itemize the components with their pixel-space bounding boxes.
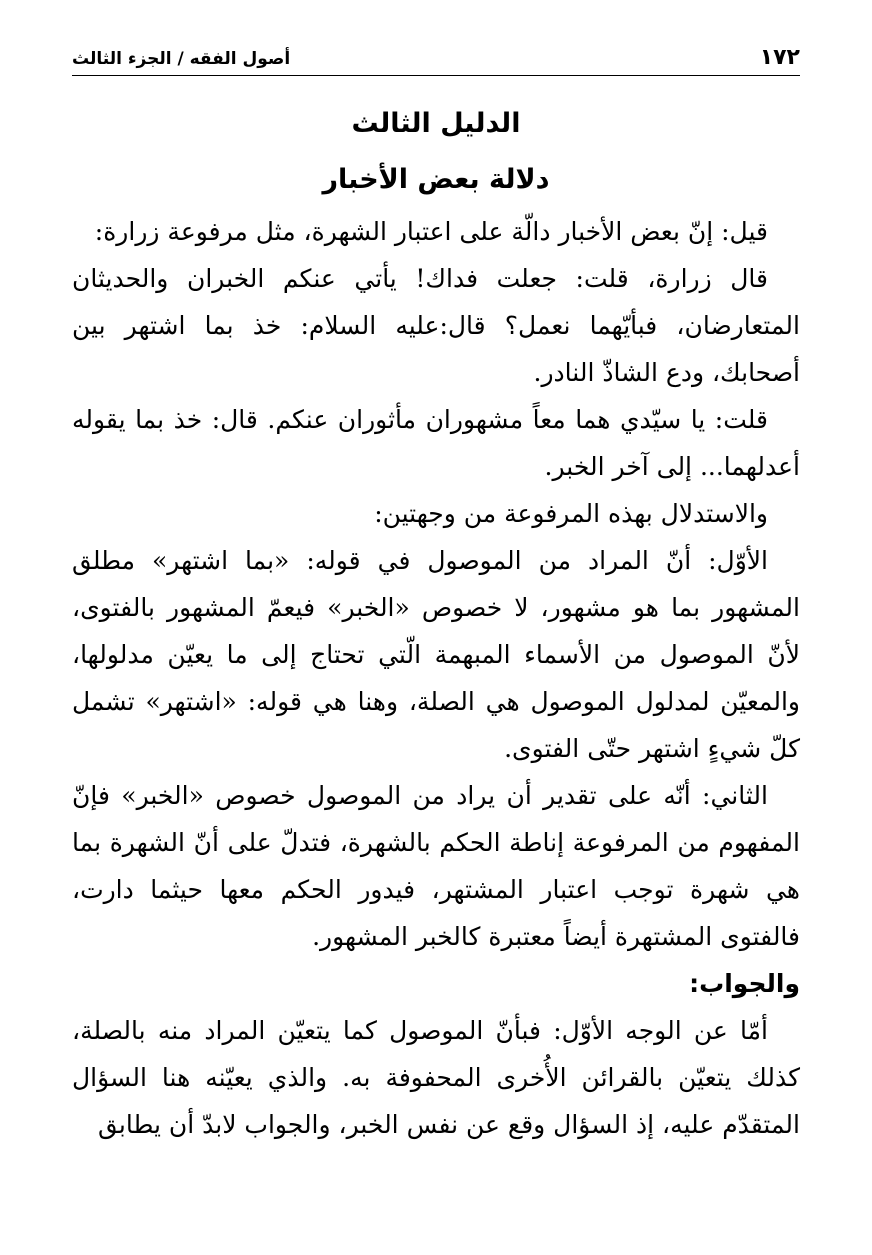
running-title: أصول الفقه / الجزء الثالث bbox=[72, 49, 291, 69]
header-rule bbox=[72, 75, 800, 76]
answer-heading: والجواب: bbox=[689, 969, 800, 998]
paragraph-first-aspect: الأوّل: أنّ المراد من الموصول في قوله: «بما اشتهر» مطلق المشهور بما هو مشهور، لا خصوص «الخبر» فيعمّ المشهور بالفتوى، لأنّ الموصول من الأسماء المبهمة الّتي تحتاج إلى ما يعيّن مدلولها، والمعيّن لمدلول الموصول هي الصلة، وهنا هي قوله: «اشتهر» تشمل كلّ شيءٍ اشتهر حتّى الفتوى. bbox=[72, 546, 800, 763]
paragraph-answer: أمّا عن الوجه الأوّل: فبأنّ الموصول كما يتعيّن المراد منه بالصلة، كذلك يتعيّن بالقرائن الأُخرى المحفوفة به. والذي يعيّنه هنا السؤال المتقدّم عليه، إذ السؤال وقع عن نفس الخبر، والجواب لابدّ أن يطابق bbox=[72, 1016, 800, 1139]
paragraph-question: قلت: يا سيّدي هما معاً مشهوران مأثوران عنكم. قال: خذ بما يقوله أعدلهما... إلى آخر الخبر. bbox=[72, 405, 800, 481]
paragraph-narration: قال زرارة، قلت: جعلت فداك! يأتي عنكم الخبران والحديثان المتعارضان، فبأيّهما نعمل؟ قال:عليه السلام: خذ بما اشتهر بين أصحابك، ودع الشاذّ النادر. bbox=[72, 264, 800, 387]
paragraph-two-aspects: والاستدلال بهذه المرفوعة من وجهتين: bbox=[374, 499, 768, 528]
paragraph-second-aspect: الثاني: أنّه على تقدير أن يراد من الموصول خصوص «الخبر» فإنّ المفهوم من المرفوعة إناطة الحكم بالشهرة، فتدلّ على أنّ الشهرة بما هي شهرة توجب اعتبار المشتهر، فيدور الحكم معها حيثما دارت، فالفتوى المشتهرة أيضاً معتبرة كالخبر المشهور. bbox=[72, 781, 800, 951]
section-subheading: دلالة بعض الأخبار bbox=[322, 164, 550, 195]
section-heading: الدليل الثالث bbox=[351, 108, 521, 139]
paragraph-intro: قيل: إنّ بعض الأخبار دالّة على اعتبار الشهرة، مثل مرفوعة زرارة: bbox=[94, 217, 768, 246]
page-number: ١٧٢ bbox=[759, 45, 800, 70]
running-header bbox=[72, 36, 800, 72]
page-body bbox=[72, 96, 800, 1148]
